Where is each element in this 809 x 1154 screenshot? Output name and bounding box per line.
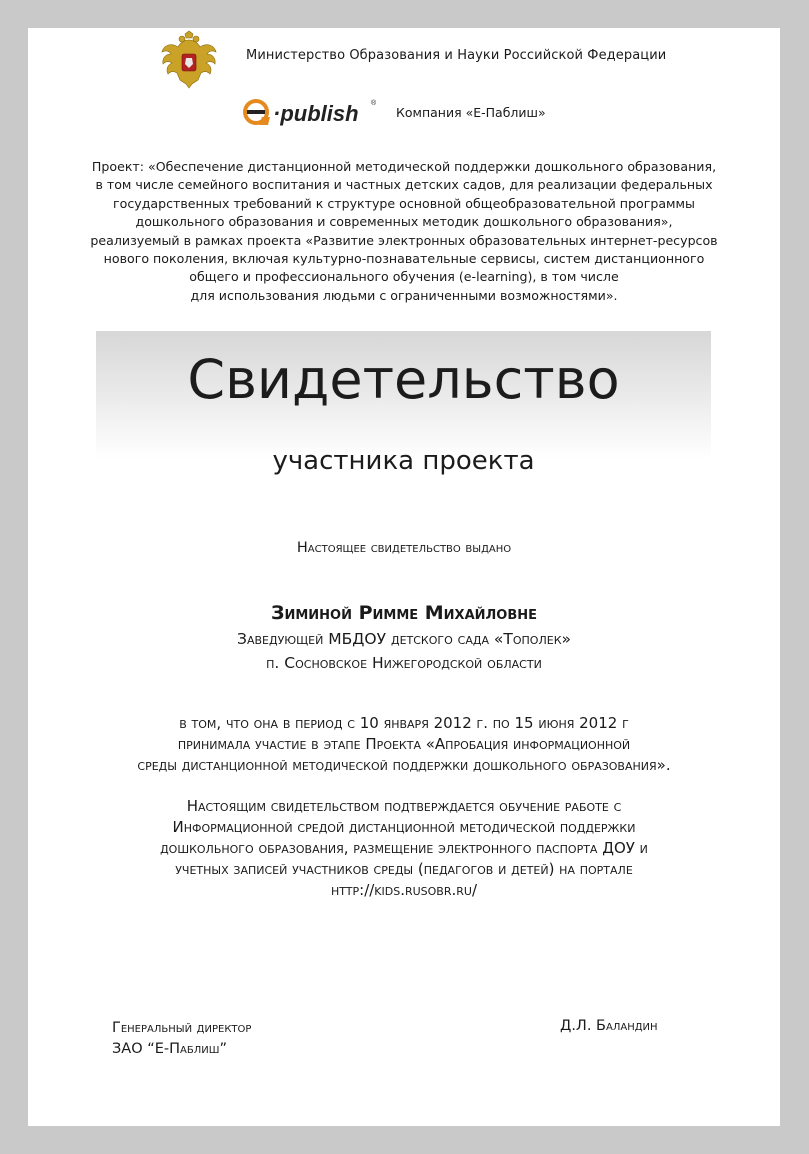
company-name: Компания «Е-Паблиш» [396,105,546,120]
confirm-line: дошкольного образования, размещение электронного паспорта ДОУ и [160,839,648,857]
recipient-position: Заведующей МБДОУ детского сада «Тополек» [237,630,571,648]
svg-text:®: ® [371,100,377,107]
project-line: общего и профессионального обучения (e-learning), в том числе [189,269,619,285]
project-line: дошкольного образования и современных методик дошкольного образования», [135,214,673,230]
certificate-title: Свидетельство [187,348,620,411]
participation-period [48,713,760,776]
signatory-title: Генеральный директор [112,1020,252,1036]
confirmation-text [48,796,760,901]
recipient-name: Зиминой Римме Михайловне [270,602,538,624]
confirm-line: учетных записей участников среды (педагогов и детей) на портале [175,860,633,878]
project-description [68,158,740,305]
russian-coat-of-arms-icon [158,30,220,92]
project-line: нового поколения, включая культурно-познавательные сервисы, систем дистанционного [103,251,705,267]
signatory-name: Д.Л. Баландин [560,1018,658,1034]
confirm-line: Информационной средой дистанционной методической поддержки [172,818,636,836]
portal-url: http://kids.rusobr.ru/ [330,881,478,899]
confirm-line: Настоящим свидетельством подтверждается обучение работе с [186,797,622,815]
svg-text:·publish: ·publish [273,101,359,126]
certificate-subtitle: участника проекта [272,446,535,476]
project-line: Проект: «Обеспечение дистанционной методической поддержки дошкольного образования, [91,159,717,174]
certificate-page [28,28,780,1126]
period-line: в том, что она в период с 10 января 2012 г. по 15 июня 2012 г [179,714,629,732]
project-line: в том числе семейного воспитания и частных детских садов, для реализации федеральных [95,177,713,193]
period-line: среды дистанционной методической поддержки дошкольного образования». [137,756,671,774]
signatory-role [112,1018,251,1060]
recipient-place: п. Сосновское Нижегородской области [266,654,542,672]
issued-to-label: Настоящее свидетельство выдано [296,540,512,556]
project-line: реализуемый в рамках проекта «Развитие электронных образовательных интернет-ресурсов [90,232,718,248]
ministry-name: Министерство Образования и Науки Российской Федерации [246,48,667,63]
project-line: государственных требований к структуре основной общеобразовательной программы [113,195,695,211]
period-line: принимала участие в этапе Проекта «Апробация информационной [177,735,631,753]
project-line: для использования людьми с ограниченными возможностями». [190,287,618,303]
signatory-company: ЗАО “Е-Паблиш” [112,1041,227,1057]
e-publish-logo [240,96,380,128]
